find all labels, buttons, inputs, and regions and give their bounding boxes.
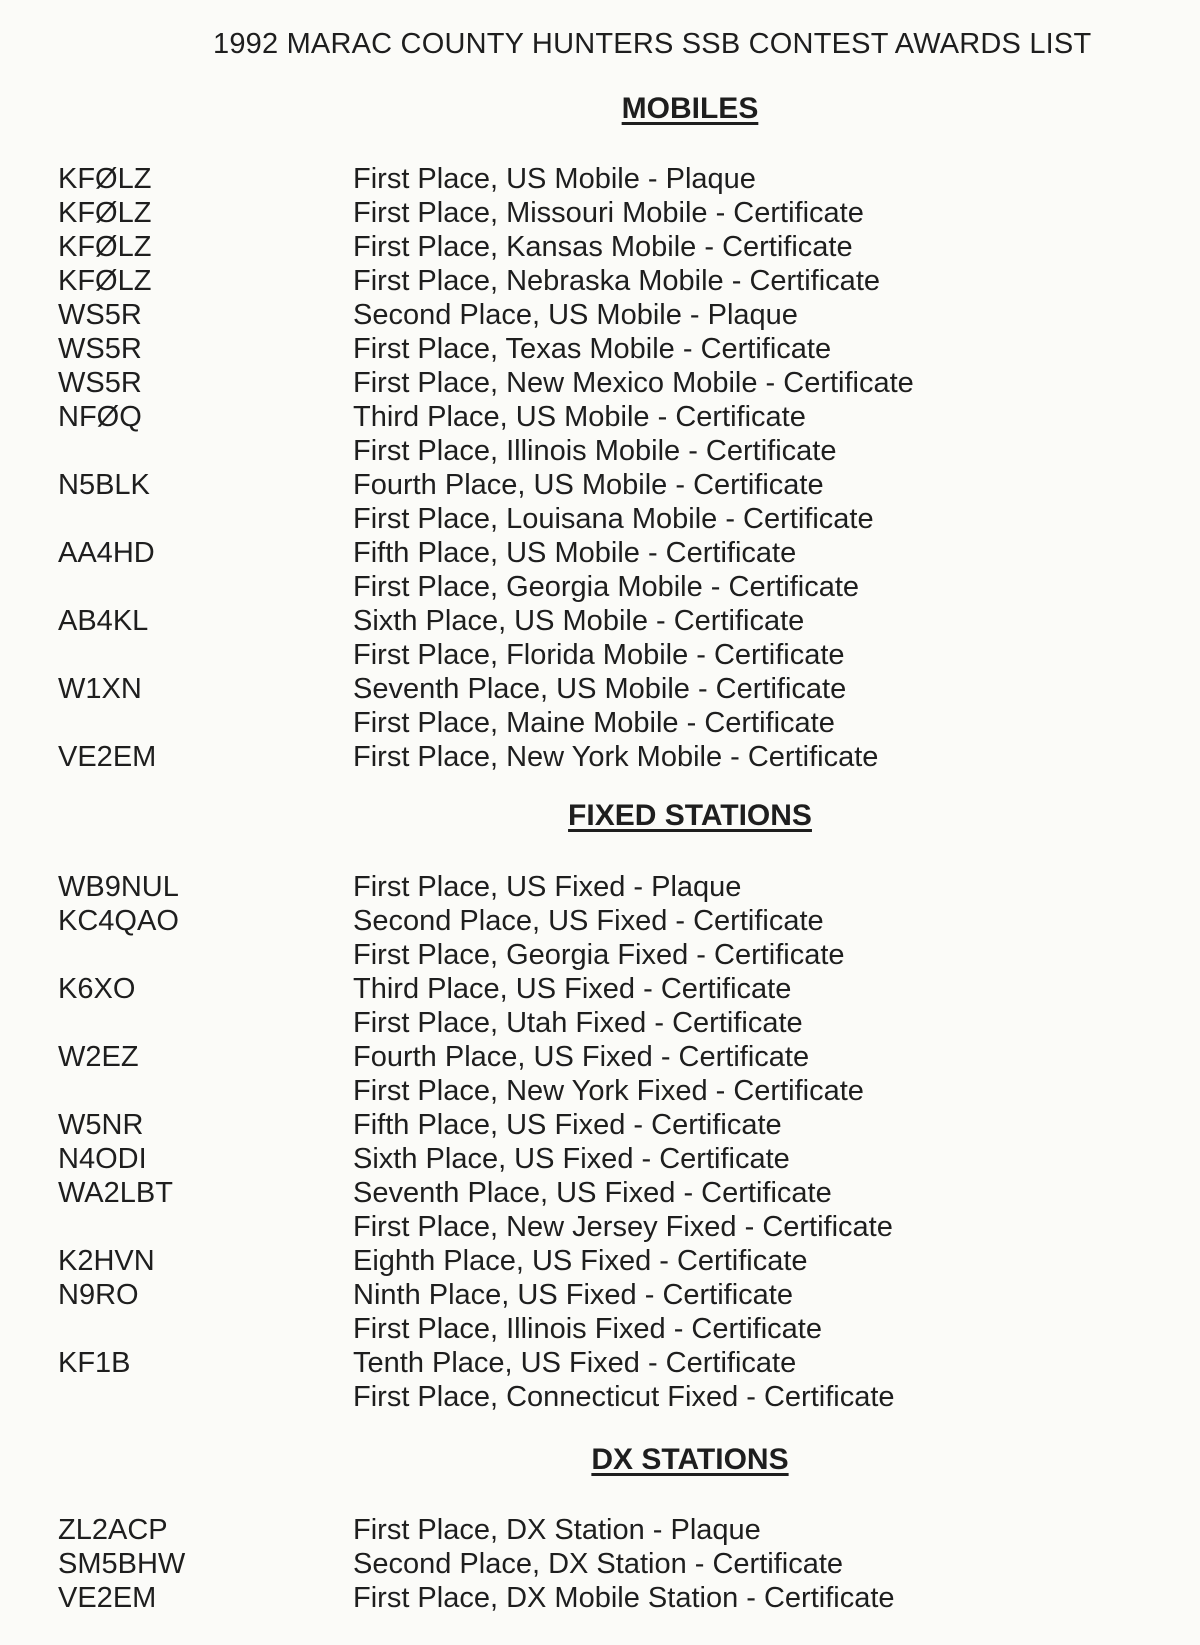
- section-heading-dx-stations: DX STATIONS: [591, 1443, 789, 1476]
- callsign: W1XN: [58, 673, 142, 705]
- award-description: First Place, US Fixed - Plaque: [353, 871, 742, 903]
- callsign: W5NR: [58, 1109, 144, 1141]
- award-description: First Place, Illinois Mobile - Certificate: [353, 435, 837, 467]
- award-description: Seventh Place, US Fixed - Certificate: [353, 1177, 832, 1209]
- award-description: First Place, Connecticut Fixed - Certificate: [353, 1381, 895, 1413]
- award-description: Second Place, US Fixed - Certificate: [353, 905, 824, 937]
- award-description: First Place, New York Mobile - Certificate: [353, 741, 879, 773]
- callsign: KFØLZ: [58, 231, 152, 263]
- callsign: KF1B: [58, 1347, 131, 1379]
- award-description: Second Place, US Mobile - Plaque: [353, 299, 798, 331]
- award-description: First Place, Georgia Fixed - Certificate: [353, 939, 845, 971]
- callsign: KFØLZ: [58, 163, 152, 195]
- callsign: KFØLZ: [58, 197, 152, 229]
- callsign: NFØQ: [58, 401, 142, 433]
- callsign: N5BLK: [58, 469, 150, 501]
- award-description: Fifth Place, US Fixed - Certificate: [353, 1109, 782, 1141]
- award-description: Eighth Place, US Fixed - Certificate: [353, 1245, 808, 1277]
- callsign: AB4KL: [58, 605, 149, 637]
- award-description: First Place, Utah Fixed - Certificate: [353, 1007, 803, 1039]
- callsign: KFØLZ: [58, 265, 152, 297]
- award-description: Sixth Place, US Mobile - Certificate: [353, 605, 805, 637]
- award-description: Sixth Place, US Fixed - Certificate: [353, 1143, 790, 1175]
- award-description: First Place, DX Mobile Station - Certificate: [353, 1582, 895, 1614]
- award-description: First Place, Kansas Mobile - Certificate: [353, 231, 853, 263]
- callsign: WA2LBT: [58, 1177, 173, 1209]
- document-title: 1992 MARAC COUNTY HUNTERS SSB CONTEST AWARDS LIST: [213, 28, 1092, 60]
- award-description: Fourth Place, US Fixed - Certificate: [353, 1041, 810, 1073]
- award-description: First Place, New Mexico Mobile - Certificate: [353, 367, 914, 399]
- callsign: K6XO: [58, 973, 136, 1005]
- award-description: First Place, New Jersey Fixed - Certificate: [353, 1211, 893, 1243]
- award-description: First Place, Louisana Mobile - Certificate: [353, 503, 874, 535]
- award-description: First Place, Texas Mobile - Certificate: [353, 333, 832, 365]
- award-description: Fourth Place, US Mobile - Certificate: [353, 469, 824, 501]
- callsign: WS5R: [58, 299, 142, 331]
- section-heading-mobiles: MOBILES: [621, 92, 759, 125]
- callsign: N9RO: [58, 1279, 139, 1311]
- callsign: KC4QAO: [58, 905, 179, 937]
- award-description: Tenth Place, US Fixed - Certificate: [353, 1347, 797, 1379]
- award-description: Ninth Place, US Fixed - Certificate: [353, 1279, 793, 1311]
- award-description: Third Place, US Fixed - Certificate: [353, 973, 792, 1005]
- award-description: Seventh Place, US Mobile - Certificate: [353, 673, 847, 705]
- award-description: First Place, Maine Mobile - Certificate: [353, 707, 835, 739]
- award-description: First Place, Florida Mobile - Certificate: [353, 639, 845, 671]
- award-description: First Place, Missouri Mobile - Certificate: [353, 197, 864, 229]
- callsign: WB9NUL: [58, 871, 179, 903]
- award-description: First Place, Nebraska Mobile - Certificate: [353, 265, 880, 297]
- section-heading-fixed-stations: FIXED STATIONS: [568, 799, 812, 832]
- award-description: First Place, DX Station - Plaque: [353, 1514, 761, 1546]
- callsign: WS5R: [58, 367, 142, 399]
- callsign: ZL2ACP: [58, 1514, 168, 1546]
- award-description: First Place, Illinois Fixed - Certificate: [353, 1313, 822, 1345]
- callsign: WS5R: [58, 333, 142, 365]
- award-description: Second Place, DX Station - Certificate: [353, 1548, 844, 1580]
- callsign: VE2EM: [58, 741, 157, 773]
- callsign: SM5BHW: [58, 1548, 186, 1580]
- callsign: AA4HD: [58, 537, 155, 569]
- award-description: Fifth Place, US Mobile - Certificate: [353, 537, 797, 569]
- callsign: K2HVN: [58, 1245, 155, 1277]
- callsign: VE2EM: [58, 1582, 157, 1614]
- callsign: W2EZ: [58, 1041, 139, 1073]
- callsign: N4ODI: [58, 1143, 147, 1175]
- award-description: First Place, New York Fixed - Certificate: [353, 1075, 864, 1107]
- award-description: First Place, Georgia Mobile - Certificate: [353, 571, 860, 603]
- award-description: First Place, US Mobile - Plaque: [353, 163, 756, 195]
- award-description: Third Place, US Mobile - Certificate: [353, 401, 806, 433]
